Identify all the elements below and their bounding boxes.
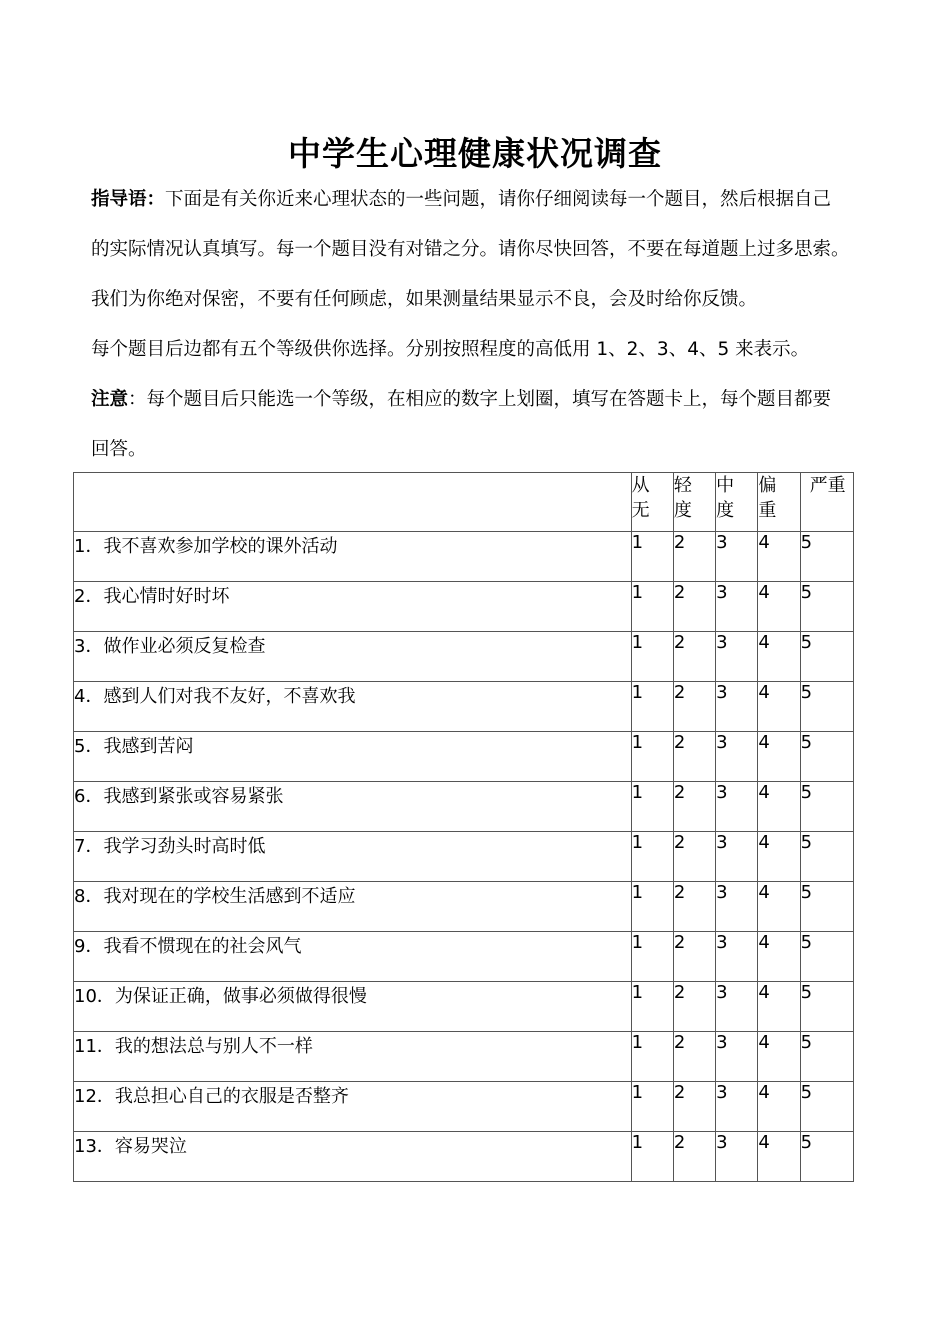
instruction-line-1 — [91, 188, 831, 212]
table-header-row — [74, 473, 854, 532]
rating-option-never[interactable]: 1 — [631, 882, 673, 932]
table-row — [74, 1082, 854, 1132]
rating-option-fairly-severe[interactable]: 4 — [758, 1082, 800, 1132]
note-text-1: ：每个题目后只能选一个等级，在相应的数字上划圈，填写在答题卡上，每个题目都要 — [128, 389, 832, 410]
rating-option-fairly-severe[interactable]: 4 — [758, 1132, 800, 1182]
question-text: 11．我的想法总与别人不一样 — [74, 1032, 632, 1082]
header-fairly-severe: 偏 重 — [758, 473, 800, 532]
question-text: 4．感到人们对我不友好，不喜欢我 — [74, 682, 632, 732]
rating-option-mild[interactable]: 2 — [673, 832, 715, 882]
survey-table — [73, 472, 854, 1182]
table-row — [74, 632, 854, 682]
rating-option-moderate[interactable]: 3 — [716, 732, 758, 782]
rating-option-fairly-severe[interactable]: 4 — [758, 632, 800, 682]
question-text: 6．我感到紧张或容易紧张 — [74, 782, 632, 832]
rating-option-fairly-severe[interactable]: 4 — [758, 532, 800, 582]
rating-option-moderate[interactable]: 3 — [716, 1132, 758, 1182]
question-text: 1．我不喜欢参加学校的课外活动 — [74, 532, 632, 582]
rating-option-severe[interactable]: 5 — [800, 682, 853, 732]
rating-option-mild[interactable]: 2 — [673, 882, 715, 932]
rating-option-never[interactable]: 1 — [631, 982, 673, 1032]
table-row — [74, 882, 854, 932]
rating-option-never[interactable]: 1 — [631, 582, 673, 632]
table-row — [74, 932, 854, 982]
rating-option-severe[interactable]: 5 — [800, 582, 853, 632]
table-row — [74, 782, 854, 832]
rating-option-severe[interactable]: 5 — [800, 1132, 853, 1182]
table-row — [74, 1132, 854, 1182]
instruction-line-2: 的实际情况认真填写。每一个题目没有对错之分。请你尽快回答，不要在每道题上过多思索。 — [91, 239, 850, 260]
question-text: 10．为保证正确，做事必须做得很慢 — [74, 982, 632, 1032]
note-line-1 — [91, 388, 831, 412]
rating-option-moderate[interactable]: 3 — [716, 982, 758, 1032]
rating-option-mild[interactable]: 2 — [673, 1132, 715, 1182]
question-text: 13．容易哭泣 — [74, 1132, 632, 1182]
rating-option-never[interactable]: 1 — [631, 732, 673, 782]
rating-option-moderate[interactable]: 3 — [716, 882, 758, 932]
rating-option-severe[interactable]: 5 — [800, 982, 853, 1032]
rating-option-never[interactable]: 1 — [631, 682, 673, 732]
rating-option-fairly-severe[interactable]: 4 — [758, 1032, 800, 1082]
rating-option-mild[interactable]: 2 — [673, 682, 715, 732]
table-row — [74, 1032, 854, 1082]
rating-option-never[interactable]: 1 — [631, 1032, 673, 1082]
rating-option-moderate[interactable]: 3 — [716, 582, 758, 632]
rating-option-mild[interactable]: 2 — [673, 582, 715, 632]
question-text: 5．我感到苦闷 — [74, 732, 632, 782]
rating-option-never[interactable]: 1 — [631, 832, 673, 882]
rating-option-severe[interactable]: 5 — [800, 732, 853, 782]
rating-option-severe[interactable]: 5 — [800, 1032, 853, 1082]
rating-option-severe[interactable]: 5 — [800, 882, 853, 932]
instruction-line-3: 我们为你绝对保密，不要有任何顾虑，如果测量结果显示不良，会及时给你反馈。 — [91, 289, 758, 310]
header-mild: 轻 度 — [673, 473, 715, 532]
rating-option-never[interactable]: 1 — [631, 782, 673, 832]
rating-option-mild[interactable]: 2 — [673, 782, 715, 832]
question-text: 3．做作业必须反复检查 — [74, 632, 632, 682]
question-text: 7．我学习劲头时高时低 — [74, 832, 632, 882]
rating-option-moderate[interactable]: 3 — [716, 932, 758, 982]
rating-option-severe[interactable]: 5 — [800, 532, 853, 582]
rating-option-mild[interactable]: 2 — [673, 1032, 715, 1082]
table-row — [74, 832, 854, 882]
rating-option-severe[interactable]: 5 — [800, 932, 853, 982]
page-title: 中学生心理健康状况调查 — [288, 134, 662, 173]
rating-option-fairly-severe[interactable]: 4 — [758, 832, 800, 882]
table-row — [74, 682, 854, 732]
rating-option-never[interactable]: 1 — [631, 932, 673, 982]
rating-option-never[interactable]: 1 — [631, 1132, 673, 1182]
rating-option-mild[interactable]: 2 — [673, 932, 715, 982]
question-text: 12．我总担心自己的衣服是否整齐 — [74, 1082, 632, 1132]
instruction-line-4: 每个题目后边都有五个等级供你选择。分别按照程度的高低用 1、2、3、4、5 来表示。 — [91, 339, 810, 360]
instruction-text-1: 下面是有关你近来心理状态的一些问题，请你仔细阅读每一个题目，然后根据自己 — [165, 189, 832, 210]
rating-option-moderate[interactable]: 3 — [716, 632, 758, 682]
question-text: 9．我看不惯现在的社会风气 — [74, 932, 632, 982]
table-row — [74, 982, 854, 1032]
rating-option-fairly-severe[interactable]: 4 — [758, 882, 800, 932]
table-row — [74, 582, 854, 632]
rating-option-fairly-severe[interactable]: 4 — [758, 982, 800, 1032]
rating-option-severe[interactable]: 5 — [800, 832, 853, 882]
rating-option-never[interactable]: 1 — [631, 1082, 673, 1132]
rating-option-fairly-severe[interactable]: 4 — [758, 782, 800, 832]
note-line-2: 回答。 — [91, 439, 147, 460]
rating-option-moderate[interactable]: 3 — [716, 1032, 758, 1082]
rating-option-mild[interactable]: 2 — [673, 732, 715, 782]
rating-option-fairly-severe[interactable]: 4 — [758, 732, 800, 782]
table-row — [74, 532, 854, 582]
rating-option-moderate[interactable]: 3 — [716, 532, 758, 582]
rating-option-severe[interactable]: 5 — [800, 632, 853, 682]
question-header-cell — [74, 473, 632, 532]
rating-option-severe[interactable]: 5 — [800, 1082, 853, 1132]
question-text: 8．我对现在的学校生活感到不适应 — [74, 882, 632, 932]
rating-option-mild[interactable]: 2 — [673, 1082, 715, 1132]
instruction-label: 指导语： — [91, 189, 166, 210]
rating-option-moderate[interactable]: 3 — [716, 1082, 758, 1132]
rating-option-never[interactable]: 1 — [631, 532, 673, 582]
rating-option-severe[interactable]: 5 — [800, 782, 853, 832]
rating-option-mild[interactable]: 2 — [673, 982, 715, 1032]
header-never: 从 无 — [631, 473, 673, 532]
rating-option-mild[interactable]: 2 — [673, 632, 715, 682]
rating-option-fairly-severe[interactable]: 4 — [758, 582, 800, 632]
table-row — [74, 732, 854, 782]
rating-option-moderate[interactable]: 3 — [716, 782, 758, 832]
rating-option-never[interactable]: 1 — [631, 632, 673, 682]
rating-option-moderate[interactable]: 3 — [716, 832, 758, 882]
rating-option-mild[interactable]: 2 — [673, 532, 715, 582]
rating-option-moderate[interactable]: 3 — [716, 682, 758, 732]
note-label: 注意 — [91, 389, 129, 410]
question-text: 2．我心情时好时坏 — [74, 582, 632, 632]
rating-option-fairly-severe[interactable]: 4 — [758, 682, 800, 732]
rating-option-fairly-severe[interactable]: 4 — [758, 932, 800, 982]
header-moderate: 中 度 — [716, 473, 758, 532]
header-severe: 严重 — [800, 473, 853, 532]
